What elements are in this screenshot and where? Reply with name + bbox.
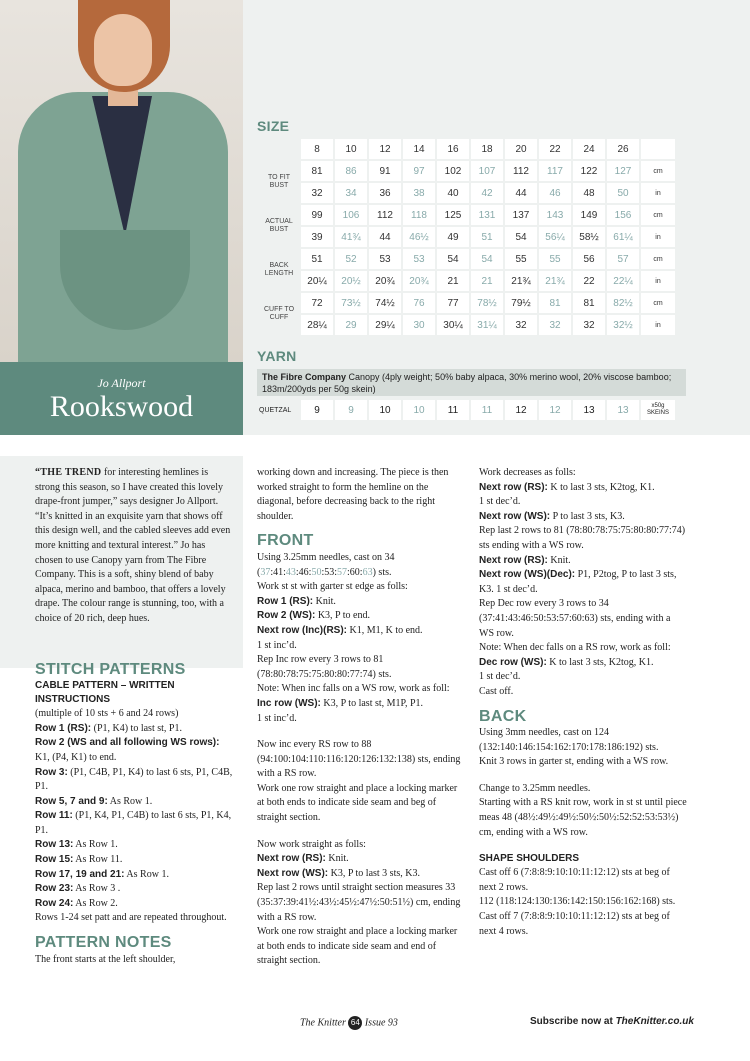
size-cell: 16 <box>437 139 469 159</box>
measurement-cell: 149 <box>573 205 605 225</box>
text: 63 <box>362 566 373 578</box>
text: :60: <box>347 566 363 578</box>
measurement-cell: 38 <box>403 183 435 203</box>
text: 57 <box>337 566 348 578</box>
measurement-cell: 97 <box>403 161 435 181</box>
measurement-cell: 118 <box>403 205 435 225</box>
text: ) sts. <box>372 566 392 578</box>
measurement-cell: 81 <box>301 161 333 181</box>
unit-cell: cm <box>641 161 675 181</box>
stitch-row-label: Row 2 (WS and all following WS rows): <box>35 737 220 749</box>
measurement-cell: 107 <box>471 161 503 181</box>
quantity-cell: 13 <box>573 400 605 420</box>
quantity-cell: 9 <box>301 400 333 420</box>
instruction <box>479 656 687 671</box>
measurement-cell: 72 <box>301 293 333 313</box>
size-data-row <box>259 205 675 225</box>
size-data-row <box>259 271 675 291</box>
footer-subscribe <box>530 1016 694 1027</box>
unit-cell: cm <box>641 249 675 269</box>
instruction <box>479 510 687 525</box>
instruction: Rep last 2 rows until straight section measures 33 (35:37:39:41½:43½:45½:47½:50:51½) cm, ending with a RS row. <box>257 882 461 923</box>
quantity-cell: 11 <box>437 400 469 420</box>
text: :53: <box>321 566 338 578</box>
measurement-cell: 22 <box>573 271 605 291</box>
stitch-row-label: Row 23: <box>35 883 74 895</box>
measurement-cell: 44 <box>369 227 401 247</box>
stitch-row <box>35 722 235 737</box>
measurement-cell: 21¾ <box>539 271 571 291</box>
row-text: Knit. <box>325 853 349 865</box>
measurement-cell: 31¼ <box>471 315 503 335</box>
instruction: 112 (118:124:130:136:142:150:156:162:168) sts. <box>479 896 676 908</box>
yarn-details: Canopy (4ply weight; 50% baby alpaca, 30% merino wool, 20% viscose bamboo; 183m/200yds per 50g skein) <box>262 372 672 394</box>
measurement-cell: 53 <box>403 249 435 269</box>
measurement-cell: 20¾ <box>369 271 401 291</box>
magazine-name: The Knitter <box>300 1017 346 1029</box>
instruction <box>257 697 463 712</box>
measurement-cell: 44 <box>505 183 537 203</box>
instruction: Change to 3.25mm needles. <box>479 782 591 794</box>
pattern-notes-heading: PATTERN NOTES <box>35 934 172 952</box>
instruction: 1 st dec’d. <box>479 496 521 508</box>
yarn-brand: The Fibre Company <box>262 372 347 382</box>
spacer <box>257 826 463 838</box>
measurement-cell: 74½ <box>369 293 401 313</box>
size-data-row <box>259 293 675 313</box>
row-text: K to last 3 sts, K2tog, K1. <box>546 656 654 668</box>
measurement-cell: 143 <box>539 205 571 225</box>
model-photo <box>0 0 243 362</box>
column-2 <box>257 466 463 969</box>
intro-body: for interesting hemlines is strong this season, so I have created this lovely drape-front jumper,” says designer Jo Allport. “It’s knitted in an exquisite yarn that shows off this design well, and the cabled sleeves add even more knitting and textural interest.” Jo has chosen to use Canopy yarn from The Fibre Company. This is a soft, shiny blend of baby alpaca, merino and bamboo, that offers a lovely drape. The colour range is stunning, too, with a choice of 20 rich, deep hues. <box>35 467 231 624</box>
size-data-row <box>259 315 675 335</box>
stitch-row-label: Row 15: <box>35 854 74 866</box>
front-cast-on <box>257 551 463 580</box>
stitch-row-text: As Row 1. <box>73 839 118 851</box>
instruction: Rep last 2 rows to 81 (78:80:78:75:75:80:80:77:74) sts ending with a WS row. <box>479 525 686 551</box>
instruction: Note: When inc falls on a WS row, work as foll: <box>257 683 450 695</box>
instruction: Knit 3 rows in garter st, ending with a WS row. <box>479 756 669 768</box>
measurement-cell: 21 <box>437 271 469 291</box>
row-label: Next row (RS): <box>479 554 548 566</box>
measurement-cell: 127 <box>607 161 639 181</box>
spacer <box>479 770 687 782</box>
measurement-cell: 131 <box>471 205 503 225</box>
measurement-cell: 29¼ <box>369 315 401 335</box>
size-cell: 10 <box>335 139 367 159</box>
measurement-cell: 54 <box>505 227 537 247</box>
size-data-row <box>259 249 675 269</box>
stitch-row-text: (P1, K4) to last st, P1. <box>91 722 182 734</box>
row-text: K1, M1, K to end. <box>347 624 423 636</box>
measurement-cell: 86 <box>335 161 367 181</box>
quantity-cell: 12 <box>505 400 537 420</box>
instruction: Cast off 7 (7:8:8:9:10:10:11:12:12) sts at beg of next 4 rows. <box>479 911 670 937</box>
instruction <box>479 481 687 496</box>
measurement-cell: 73½ <box>335 293 367 313</box>
instruction: Work st st with garter st edge as folls: <box>257 581 408 593</box>
stitch-row <box>35 911 235 926</box>
instruction <box>257 867 463 882</box>
unit-cell: in <box>641 271 675 291</box>
measurement-cell: 106 <box>335 205 367 225</box>
back-heading: BACK <box>479 707 527 725</box>
measurement-cell: 32 <box>573 315 605 335</box>
row-label: Next row (WS): <box>257 867 329 879</box>
measurement-cell: 76 <box>403 293 435 313</box>
row-text: K3, P to last 3 sts, K3. <box>328 867 420 879</box>
yarn-quantity-row <box>259 400 675 420</box>
measurement-cell: 56¼ <box>539 227 571 247</box>
measurement-cell: 77 <box>437 293 469 313</box>
instruction: Now inc every RS row to 88 (94:100:104:110:116:120:126:132:138) sts, ending with a RS row. <box>257 739 461 780</box>
instruction <box>257 852 463 867</box>
size-data-row <box>259 183 675 203</box>
quantity-cell: 9 <box>335 400 367 420</box>
front-heading: FRONT <box>257 532 314 550</box>
measurement-cell: 39 <box>301 227 333 247</box>
size-cell: 8 <box>301 139 333 159</box>
instruction: Starting with a RS knit row, work in st st until piece meas 48 (48½:49½:49½:50½:50½:52:52:53:53½) cm, ending with a WS row. <box>479 797 687 838</box>
stitch-row-label: Row 13: <box>35 839 74 851</box>
measurement-cell: 22¼ <box>607 271 639 291</box>
measurement-cell: 29 <box>335 315 367 335</box>
yarn-heading: YARN <box>257 348 297 364</box>
stitch-row <box>35 897 235 912</box>
row-label: Next row (WS): <box>479 510 551 522</box>
measurement-cell: 32 <box>505 315 537 335</box>
row-label: Row 2 (WS): <box>257 610 316 622</box>
instruction: Note: When dec falls on a RS row, work as foll: <box>479 642 671 654</box>
size-cell: 22 <box>539 139 571 159</box>
instruction: Rep Dec row every 3 rows to 34 (37:41:43:46:50:53:57:60:63) sts, ending with a WS row. <box>479 598 671 639</box>
measurement-cell: 34 <box>335 183 367 203</box>
instruction <box>479 554 687 569</box>
measurement-label: ACTUAL BUST <box>265 218 293 233</box>
page-number: 64 <box>348 1016 362 1030</box>
measurement-cell: 21¾ <box>505 271 537 291</box>
row-label: Next row (RS): <box>479 481 548 493</box>
measurement-cell: 55 <box>539 249 571 269</box>
row-label: Dec row (WS): <box>479 656 547 668</box>
measurement-cell: 36 <box>369 183 401 203</box>
text: :46: <box>295 566 312 578</box>
measurement-cell: 56 <box>573 249 605 269</box>
measurement-label: CUFF TO CUFF <box>263 306 295 321</box>
stitch-row-label: Row 3: <box>35 766 68 778</box>
measurement-cell: 30¼ <box>437 315 469 335</box>
stitch-row-text: Rows 1-24 set patt and are repeated throughout. <box>35 912 227 924</box>
stitch-row <box>35 868 235 883</box>
stitch-row-label: Row 5, 7 and 9: <box>35 795 108 807</box>
unit-cell: in <box>641 183 675 203</box>
stitch-row <box>35 809 235 838</box>
stitch-row-text: As Row 11. <box>73 854 123 866</box>
stitch-row-label: Row 17, 19 and 21: <box>35 868 125 880</box>
row-text: Knit. <box>313 595 336 607</box>
measurement-cell: 112 <box>505 161 537 181</box>
row-text: P1, P2tog, P to last 3 sts, K3. 1 st dec’d. <box>479 569 677 595</box>
text: 50 <box>311 566 322 578</box>
text: 37 <box>260 566 271 578</box>
measurement-cell: 57 <box>607 249 639 269</box>
text: Using 3.25mm needles, cast on 34 ( <box>257 551 395 578</box>
measurement-cell: 53 <box>369 249 401 269</box>
row-text: Knit. <box>547 554 571 566</box>
pattern-notes-continued: working down and increasing. The piece is then worked straight to form the hemline on the diagonal, before decreasing back to the right shoulder. <box>257 467 449 522</box>
stitch-row-text: (P1, C4B, P1, K4) to last 6 sts, P1, C4B, P1. <box>35 766 233 793</box>
title-panel <box>0 362 243 435</box>
size-cell: 24 <box>573 139 605 159</box>
pattern-title: Rookswood <box>49 390 194 423</box>
stitch-row <box>35 853 235 868</box>
row-label: Next row (Inc)(RS): <box>257 624 347 636</box>
measurement-cell: 91 <box>369 161 401 181</box>
measurement-cell: 58½ <box>573 227 605 247</box>
quantity-cell: 10 <box>369 400 401 420</box>
face-shape <box>94 14 152 86</box>
measurement-cell: 112 <box>369 205 401 225</box>
spacer <box>479 840 687 852</box>
instruction: Work one row straight and place a locking marker at both ends to indicate side seam and beg of straight section. <box>257 782 458 824</box>
stitch-row-text: As Row 2. <box>73 897 118 909</box>
measurement-cell: 30 <box>403 315 435 335</box>
measurement-cell: 46 <box>539 183 571 203</box>
yarn-quantity-table <box>257 398 677 422</box>
measurement-cell: 125 <box>437 205 469 225</box>
measurement-cell: 20¼ <box>301 271 333 291</box>
instruction: 1 st dec’d. <box>479 671 521 683</box>
size-row <box>259 139 675 159</box>
measurement-cell: 41¾ <box>335 227 367 247</box>
quantity-cell: 12 <box>539 400 571 420</box>
stitch-row-text: K1, (P4, K1) to end. <box>35 751 117 763</box>
size-data-row <box>259 161 675 181</box>
measurement-cell: 55 <box>505 249 537 269</box>
measurement-cell: 40 <box>437 183 469 203</box>
size-cell: 20 <box>505 139 537 159</box>
intro-text <box>35 466 235 627</box>
skein-unit: x50g SKEINS <box>641 400 675 420</box>
stitch-row-text: (P1, K4, P1, C4B) to last 6 sts, P1, K4, P1. <box>35 810 232 836</box>
measurement-label: BACK LENGTH <box>264 262 294 277</box>
row-text: K3, P to last st, M1P, P1. <box>320 697 424 709</box>
instruction: 1 st inc’d. <box>257 712 297 724</box>
column-3 <box>479 466 687 939</box>
measurement-cell: 32½ <box>607 315 639 335</box>
stitch-row <box>35 736 235 765</box>
instruction <box>479 568 687 597</box>
measurement-cell: 50 <box>607 183 639 203</box>
measurement-cell: 32 <box>301 183 333 203</box>
website-link[interactable]: TheKnitter.co.uk <box>615 1016 694 1027</box>
instruction: Work decreases as folls: <box>479 467 576 478</box>
instruction: Rep Inc row every 3 rows to 81 (78:80:78:75:75:80:80:77:74) sts. <box>257 654 392 680</box>
stitch-rows <box>35 722 235 926</box>
measurement-cell: 137 <box>505 205 537 225</box>
measurement-cell: 51 <box>471 227 503 247</box>
measurement-cell: 54 <box>471 249 503 269</box>
stitch-row-label: Row 11: <box>35 810 73 822</box>
shape-shoulders-heading: SHAPE SHOULDERS <box>479 853 580 865</box>
stitch-row-label: Row 24: <box>35 897 74 909</box>
measurement-cell: 48 <box>573 183 605 203</box>
stitch-row-text: As Row 3 . <box>73 883 121 895</box>
stitch-row <box>35 882 235 897</box>
measurement-cell: 28¼ <box>301 315 333 335</box>
measurement-cell: 79½ <box>505 293 537 313</box>
unit-cell: in <box>641 227 675 247</box>
instruction: Work one row straight and place a locking marker at both ends to indicate side seam and end of straight section. <box>257 926 458 967</box>
size-cell: 12 <box>369 139 401 159</box>
stitch-heading: STITCH PATTERNS <box>35 660 186 678</box>
instruction <box>257 624 463 639</box>
row-label: Inc row (WS): <box>257 697 321 709</box>
unit-cell: cm <box>641 293 675 313</box>
text: :41: <box>270 566 286 578</box>
measurement-cell: 156 <box>607 205 639 225</box>
intro-lead: “THE TREND <box>35 467 102 478</box>
subscribe-text: Subscribe now at <box>530 1016 616 1027</box>
measurement-cell: 117 <box>539 161 571 181</box>
unit-cell: in <box>641 315 675 335</box>
measurement-cell: 81 <box>539 293 571 313</box>
measurement-cell: 102 <box>437 161 469 181</box>
empty-cell <box>259 139 299 159</box>
shade-label: QUETZAL <box>259 406 292 414</box>
size-cell: 14 <box>403 139 435 159</box>
size-cell: 18 <box>471 139 503 159</box>
measurement-cell: 32 <box>539 315 571 335</box>
measurement-cell: 20¾ <box>403 271 435 291</box>
measurement-cell: 21 <box>471 271 503 291</box>
instruction: Cast off 6 (7:8:8:9:10:10:11:12:12) sts at beg of next 2 rows. <box>479 867 670 893</box>
footer-magazine <box>300 1016 398 1030</box>
row-text: K3, P to end. <box>315 610 370 622</box>
size-heading: SIZE <box>257 118 290 134</box>
stitch-row-label: Row 1 (RS): <box>35 722 92 734</box>
measurement-cell: 82½ <box>607 293 639 313</box>
instruction: Using 3mm needles, cast on 124 (132:140:146:154:162:170:178:186:192) sts. <box>479 727 659 753</box>
row-label: Next row (WS)(Dec): <box>479 569 576 581</box>
text: 43 <box>285 566 296 578</box>
quantity-cell: 11 <box>471 400 503 420</box>
size-table <box>257 137 677 337</box>
quantity-cell: 13 <box>607 400 639 420</box>
unit-cell: cm <box>641 205 675 225</box>
stitch-row-text: As Row 1. <box>124 868 169 880</box>
measurement-cell: 42 <box>471 183 503 203</box>
quantity-cell: 10 <box>403 400 435 420</box>
row-text: P to last 3 sts, K3. <box>550 510 625 522</box>
measurement-cell: 20½ <box>335 271 367 291</box>
cable-note: (multiple of 10 sts + 6 and 24 rows) <box>35 708 179 720</box>
stitch-row-text: As Row 1. <box>107 795 153 807</box>
stitch-row <box>35 795 235 810</box>
yarn-description <box>257 369 686 396</box>
instruction <box>257 595 463 610</box>
row-text: K to last 3 sts, K2tog, K1. <box>547 481 655 493</box>
instruction: Cast off. <box>479 685 514 697</box>
measurement-cell: 52 <box>335 249 367 269</box>
measurement-cell: 51 <box>301 249 333 269</box>
measurement-cell: 99 <box>301 205 333 225</box>
measurement-cell: 46½ <box>403 227 435 247</box>
column-1 <box>35 466 235 967</box>
measurement-cell: 78½ <box>471 293 503 313</box>
measurement-cell: 61¼ <box>607 227 639 247</box>
issue-number: Issue 93 <box>364 1017 398 1029</box>
measurement-cell: 122 <box>573 161 605 181</box>
instruction <box>257 609 463 624</box>
row-label: Row 1 (RS): <box>257 595 314 607</box>
pattern-notes-text: The front starts at the left shoulder, <box>35 953 176 965</box>
designer-name: Jo Allport <box>97 376 146 390</box>
cable-subheading: CABLE PATTERN – WRITTEN INSTRUCTIONS <box>35 680 175 706</box>
spacer <box>257 726 463 738</box>
instruction: Now work straight as folls: <box>257 838 366 850</box>
row-label: Next row (RS): <box>257 853 326 865</box>
measurement-label: TO FIT BUST <box>267 174 291 189</box>
instruction: 1 st inc’d. <box>257 639 297 651</box>
empty-cell <box>641 139 675 159</box>
measurement-cell: 81 <box>573 293 605 313</box>
size-data-row <box>259 227 675 247</box>
stitch-row <box>35 838 235 853</box>
stitch-row <box>35 766 235 795</box>
size-cell: 26 <box>607 139 639 159</box>
measurement-cell: 54 <box>437 249 469 269</box>
measurement-cell: 49 <box>437 227 469 247</box>
